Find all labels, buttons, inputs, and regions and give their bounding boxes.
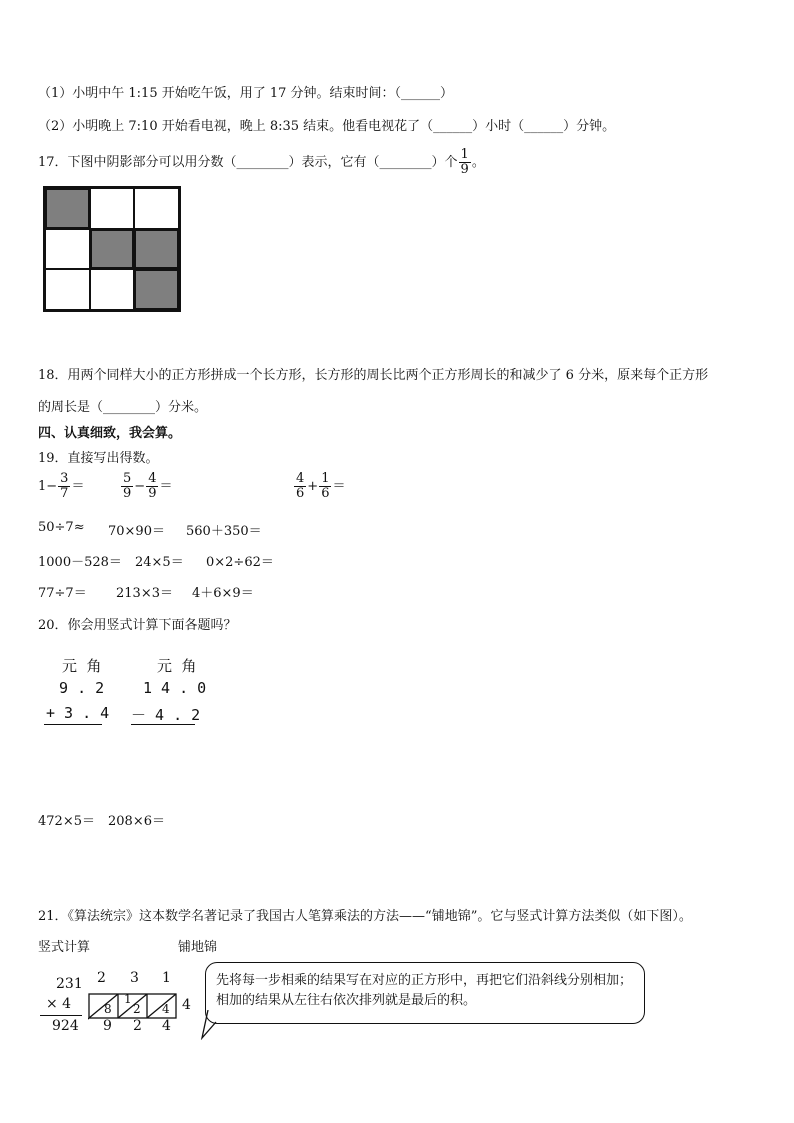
q20-item: 208×6＝ bbox=[108, 814, 165, 829]
grid-cell bbox=[90, 269, 135, 310]
q18-line1: 18．用两个同样大小的正方形拼成一个长方形，长方形的周长比两个正方形周长的和减少了 6 分米，原来每个正方形 bbox=[38, 368, 709, 383]
operator: − bbox=[134, 479, 146, 494]
bottom-number: － 4 . 2 bbox=[131, 706, 201, 724]
top-number: 1 4 . 0 bbox=[143, 679, 207, 697]
grid-cell bbox=[45, 269, 90, 310]
q19-item: 24×5＝ bbox=[135, 555, 184, 570]
q16-part2: （2）小明晚上 7:10 开始看电视，晚上 8:35 结束。他看电视花了（______）小时（______）分钟。 bbox=[38, 119, 616, 134]
numerator: 5 bbox=[123, 471, 132, 486]
product: 924 bbox=[52, 1018, 79, 1034]
grid-cell bbox=[90, 188, 135, 229]
section-heading: 四、认真细致，我会算。 bbox=[38, 426, 182, 441]
q17-shaded-grid bbox=[43, 186, 181, 312]
underline bbox=[131, 724, 195, 725]
multiplier: × 4 bbox=[46, 996, 72, 1012]
q19-item: 213×3＝ bbox=[116, 586, 173, 601]
equals: ＝ bbox=[159, 479, 173, 494]
top-digit: 1 bbox=[162, 970, 171, 986]
q18-line2: 的周长是（________）分米。 bbox=[38, 400, 208, 415]
grid-cell-shaded bbox=[134, 269, 179, 310]
operator: + bbox=[307, 479, 319, 494]
expr-text: 1− bbox=[38, 479, 58, 494]
denominator: 6 bbox=[296, 486, 305, 501]
q19-fraction-expr-3 bbox=[293, 472, 345, 501]
q19-fraction-expr-1 bbox=[38, 472, 84, 501]
q19-item: 560＋350＝ bbox=[186, 524, 262, 539]
q20-item: 472×5＝ bbox=[38, 814, 95, 829]
denominator: 6 bbox=[321, 486, 330, 501]
grid-cell-shaded bbox=[45, 188, 90, 229]
denominator: 9 bbox=[148, 486, 157, 501]
q19-item: 1000－528＝ bbox=[38, 555, 122, 570]
right-digit: 4 bbox=[182, 997, 191, 1013]
grid-cell-shaded bbox=[90, 229, 135, 270]
result-digit: 4 bbox=[162, 1018, 171, 1034]
equals: ＝ bbox=[71, 479, 85, 494]
result-digit: 2 bbox=[133, 1018, 142, 1034]
q17-question bbox=[38, 148, 485, 177]
q16-part1: （1）小明中午 1:15 开始吃午饭，用了 17 分钟。结束时间：（______） bbox=[38, 86, 454, 101]
units-label: 元 角 bbox=[62, 657, 102, 675]
denominator: 7 bbox=[60, 486, 69, 501]
grid-cell bbox=[134, 188, 179, 229]
q19-fraction-expr-2 bbox=[120, 472, 172, 501]
multiplicand: 231 bbox=[56, 976, 83, 992]
underline bbox=[44, 724, 102, 725]
numerator: 4 bbox=[296, 471, 305, 486]
denominator: 9 bbox=[123, 486, 132, 501]
q17-fraction-denominator: 9 bbox=[460, 162, 469, 177]
ones-digit: 8 bbox=[104, 1002, 112, 1016]
top-digit: 3 bbox=[130, 970, 139, 986]
label-vertical: 竖式计算 bbox=[38, 940, 91, 955]
numerator: 3 bbox=[60, 471, 69, 486]
grid-cell-shaded bbox=[134, 229, 179, 270]
tens-digit: 1 bbox=[124, 992, 132, 1006]
q19-item: 50÷7≈ bbox=[38, 520, 85, 535]
q17-text: 17．下图中阴影部分可以用分数（________）表示，它有（________）个 bbox=[38, 155, 458, 170]
grid-cell bbox=[45, 229, 90, 270]
q19-item: 0×2÷62＝ bbox=[206, 555, 274, 570]
explanation-speech-bubble: 先将每一步相乘的结果写在对应的正方形中，再把它们沿斜线分别相加；相加的结果从左往右依次排列就是最后的积。 bbox=[205, 962, 645, 1024]
q17-fraction bbox=[459, 148, 471, 177]
q19-item: 77÷7＝ bbox=[38, 586, 87, 601]
q19-title: 19．直接写出得数。 bbox=[38, 451, 159, 466]
units-label: 元 角 bbox=[157, 657, 197, 675]
ones-digit: 4 bbox=[162, 1002, 170, 1016]
result-digit: 9 bbox=[103, 1018, 112, 1034]
q17-fraction-numerator: 1 bbox=[460, 147, 469, 162]
numerator: 4 bbox=[148, 471, 157, 486]
q19-item: 70×90＝ bbox=[108, 524, 165, 539]
q19-item: 4＋6×9＝ bbox=[192, 586, 254, 601]
top-number: 9 . 2 bbox=[50, 679, 105, 697]
q21-text: 21．《算法统宗》这本数学名著记录了我国古人笔算乘法的方法——“铺地锦”。它与竖式计算方法类似（如下图）。 bbox=[38, 909, 692, 924]
q20-title: 20．你会用竖式计算下面各题吗？ bbox=[38, 618, 237, 633]
numerator: 1 bbox=[321, 471, 330, 486]
bottom-number: + 3 . 4 bbox=[46, 704, 110, 722]
equals: ＝ bbox=[332, 479, 346, 494]
label-pudijin: 铺地锦 bbox=[178, 940, 218, 955]
ones-digit: 2 bbox=[133, 1002, 141, 1016]
top-digit: 2 bbox=[97, 970, 106, 986]
q17-tail: 。 bbox=[471, 155, 485, 170]
underline bbox=[40, 1015, 82, 1016]
